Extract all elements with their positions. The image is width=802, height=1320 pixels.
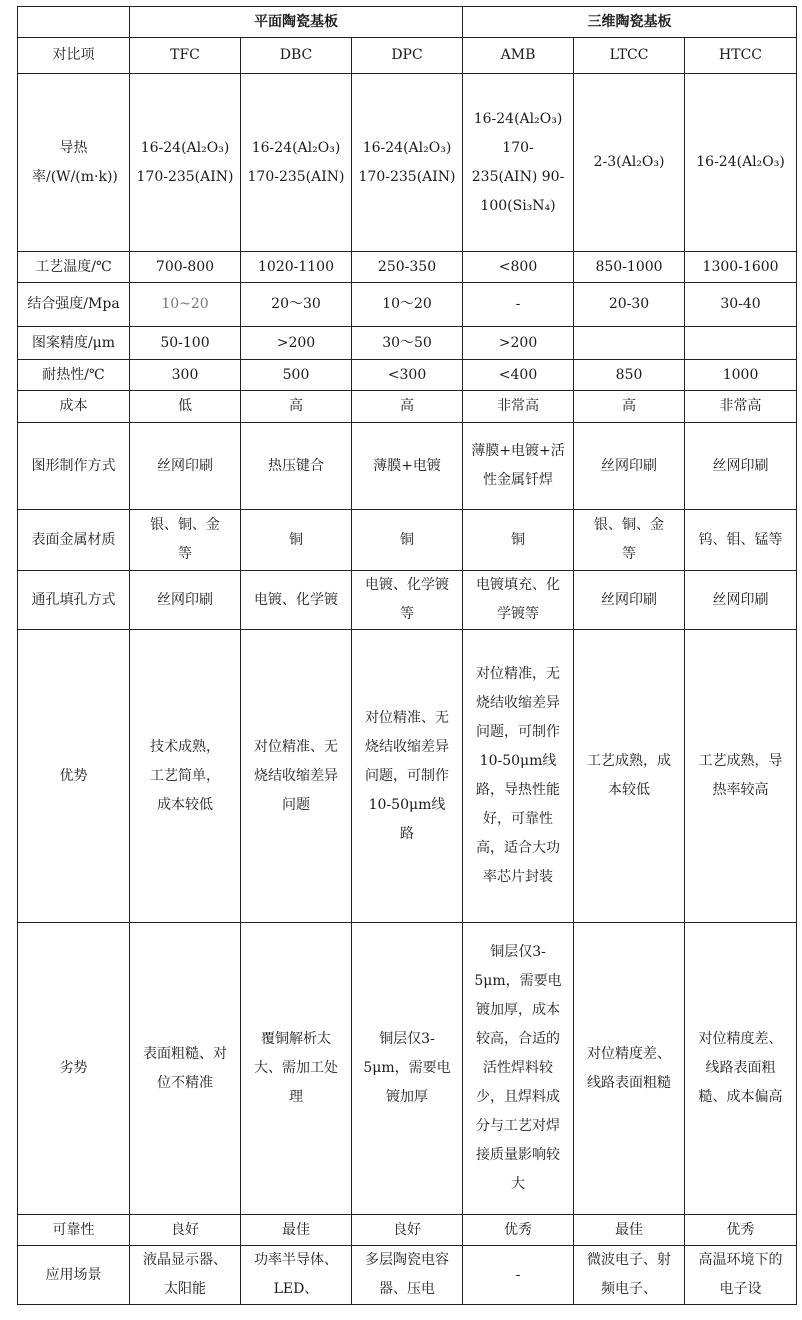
row-label: 图案精度/μm: [18, 327, 130, 360]
table-cell: 高: [241, 391, 352, 423]
table-cell: 薄膜+电镀: [352, 423, 463, 510]
table-row: [18, 327, 797, 360]
table-cell: 非常高: [463, 391, 574, 423]
table-cell: 30-40: [685, 283, 797, 327]
table-cell: 银、铜、金等: [130, 510, 241, 571]
table-cell: 30～50: [352, 327, 463, 360]
table-cell: >200: [463, 327, 574, 360]
table-cell: <800: [463, 252, 574, 283]
row-label: 耐热性/℃: [18, 360, 130, 391]
table-cell: [574, 327, 685, 360]
table-row: [18, 1246, 797, 1305]
table-cell: 工艺成熟，成本较低: [574, 630, 685, 923]
table-cell: 非常高: [685, 391, 797, 423]
table-cell: 电镀、化学镀等: [352, 571, 463, 630]
table-row: [18, 252, 797, 283]
table-cell: 微波电子、射频电子、: [574, 1246, 685, 1305]
table-cell: 低: [130, 391, 241, 423]
table-cell: 高: [352, 391, 463, 423]
table-cell: 850: [574, 360, 685, 391]
table-cell: 850-1000: [574, 252, 685, 283]
table-cell: 电镀、化学镀: [241, 571, 352, 630]
table-cell: 16-24(Al₂O₃): [685, 74, 797, 252]
table-cell: 500: [241, 360, 352, 391]
table-cell: 最佳: [241, 1215, 352, 1246]
table-row: [18, 1215, 797, 1246]
table-cell: 700-800: [130, 252, 241, 283]
table-cell: <300: [352, 360, 463, 391]
row-label: 优势: [18, 630, 130, 923]
group-header-row: [18, 7, 797, 38]
table-cell: 1300-1600: [685, 252, 797, 283]
table-cell: -: [463, 283, 574, 327]
table-cell: 20～30: [241, 283, 352, 327]
table-cell: 16-24(Al₂O₃) 170-235(AIN): [352, 74, 463, 252]
table-cell: AMB: [463, 38, 574, 74]
table-cell: HTCC: [685, 38, 797, 74]
table-cell: 高温环境下的电子设: [685, 1246, 797, 1305]
table-cell: 10~20: [130, 283, 241, 327]
row-label: 通孔填孔方式: [18, 571, 130, 630]
table-cell: 电镀填充、化学镀等: [463, 571, 574, 630]
table-row: [18, 630, 797, 923]
table-cell: 良好: [130, 1215, 241, 1246]
table-row: [18, 283, 797, 327]
row-label: 可靠性: [18, 1215, 130, 1246]
table-cell: 银、铜、金等: [574, 510, 685, 571]
table-cell: -: [463, 1246, 574, 1305]
table-cell: [685, 327, 797, 360]
table-cell: 10～20: [352, 283, 463, 327]
table-cell: LTCC: [574, 38, 685, 74]
group-header-planar: 平面陶瓷基板: [130, 7, 463, 38]
table-cell: 2-3(Al₂O₃): [574, 74, 685, 252]
table-cell: <400: [463, 360, 574, 391]
table-cell: 优秀: [685, 1215, 797, 1246]
table-cell: 16-24(Al₂O₃) 170-235(AIN): [130, 74, 241, 252]
table-cell: 优秀: [463, 1215, 574, 1246]
table-cell: 覆铜解析太大、需加工处理: [241, 923, 352, 1215]
table-cell: 铜层仅3-5μm，需要电镀加厚: [352, 923, 463, 1215]
empty-corner-cell: [18, 7, 130, 38]
table-row: [18, 391, 797, 423]
table-cell: 丝网印刷: [574, 571, 685, 630]
table-cell: 20-30: [574, 283, 685, 327]
table-cell: 250-350: [352, 252, 463, 283]
table-row: [18, 923, 797, 1215]
table-cell: 钨、钼、锰等: [685, 510, 797, 571]
table-cell: 50-100: [130, 327, 241, 360]
table-cell: 铜: [241, 510, 352, 571]
row-label: 工艺温度/℃: [18, 252, 130, 283]
table-cell: 最佳: [574, 1215, 685, 1246]
table-cell: 多层陶瓷电容器、压电: [352, 1246, 463, 1305]
table-row: [18, 423, 797, 510]
table-cell: 16-24(Al₂O₃) 170-235(AIN) 90-100(Si₃N₄): [463, 74, 574, 252]
table-cell: 对位精度差、线路表面粗糙、成本偏高: [685, 923, 797, 1215]
table-row: [18, 74, 797, 252]
table-cell: 高: [574, 391, 685, 423]
comparison-table: [17, 6, 797, 1305]
table-cell: 铜层仅3-5μm，需要电镀加厚，成本较高，合适的活性焊料较少，且焊料成分与工艺对焊接质量影响较大: [463, 923, 574, 1215]
table-cell: 铜: [352, 510, 463, 571]
row-label: 结合强度/Mpa: [18, 283, 130, 327]
table-row: [18, 571, 797, 630]
table-cell: 表面粗糙、对位不精准: [130, 923, 241, 1215]
row-label: 图形制作方式: [18, 423, 130, 510]
table-cell: 300: [130, 360, 241, 391]
table-cell: 热压键合: [241, 423, 352, 510]
table-cell: 对位精准，无烧结收缩差异问题，可制作10-50μm线路，导热性能好，可靠性高，适合大功率芯片封装: [463, 630, 574, 923]
row-label: 导热率/(W/(m·k)): [18, 74, 130, 252]
table-cell: 丝网印刷: [574, 423, 685, 510]
table-cell: DPC: [352, 38, 463, 74]
row-label: 对比项: [18, 38, 130, 74]
table-cell: 16-24(Al₂O₃) 170-235(AIN): [241, 74, 352, 252]
table-cell: TFC: [130, 38, 241, 74]
row-label: 应用场景: [18, 1246, 130, 1305]
table-cell: 工艺成熟，导热率较高: [685, 630, 797, 923]
table-cell: 丝网印刷: [130, 423, 241, 510]
table-cell: 丝网印刷: [685, 423, 797, 510]
row-label: 劣势: [18, 923, 130, 1215]
row-label: 表面金属材质: [18, 510, 130, 571]
table-cell: 对位精度差、线路表面粗糙: [574, 923, 685, 1215]
table-row: [18, 510, 797, 571]
table-cell: 功率半导体、LED、: [241, 1246, 352, 1305]
table-cell: 丝网印刷: [130, 571, 241, 630]
table-cell: DBC: [241, 38, 352, 74]
table-cell: 薄膜+电镀+活性金属钎焊: [463, 423, 574, 510]
row-label: 成本: [18, 391, 130, 423]
table-cell: >200: [241, 327, 352, 360]
table-cell: 1000: [685, 360, 797, 391]
table-cell: 技术成熟，工艺简单，成本较低: [130, 630, 241, 923]
table-cell: 良好: [352, 1215, 463, 1246]
table-cell: 丝网印刷: [685, 571, 797, 630]
table-cell: 1020-1100: [241, 252, 352, 283]
group-header-3d: 三维陶瓷基板: [463, 7, 797, 38]
table-row: [18, 38, 797, 74]
table-cell: 对位精准、无烧结收缩差异问题: [241, 630, 352, 923]
table-cell: 铜: [463, 510, 574, 571]
table-row: [18, 360, 797, 391]
table-cell: 液晶显示器、太阳能: [130, 1246, 241, 1305]
table-cell: 对位精准、无烧结收缩差异问题，可制作10-50μm线路: [352, 630, 463, 923]
